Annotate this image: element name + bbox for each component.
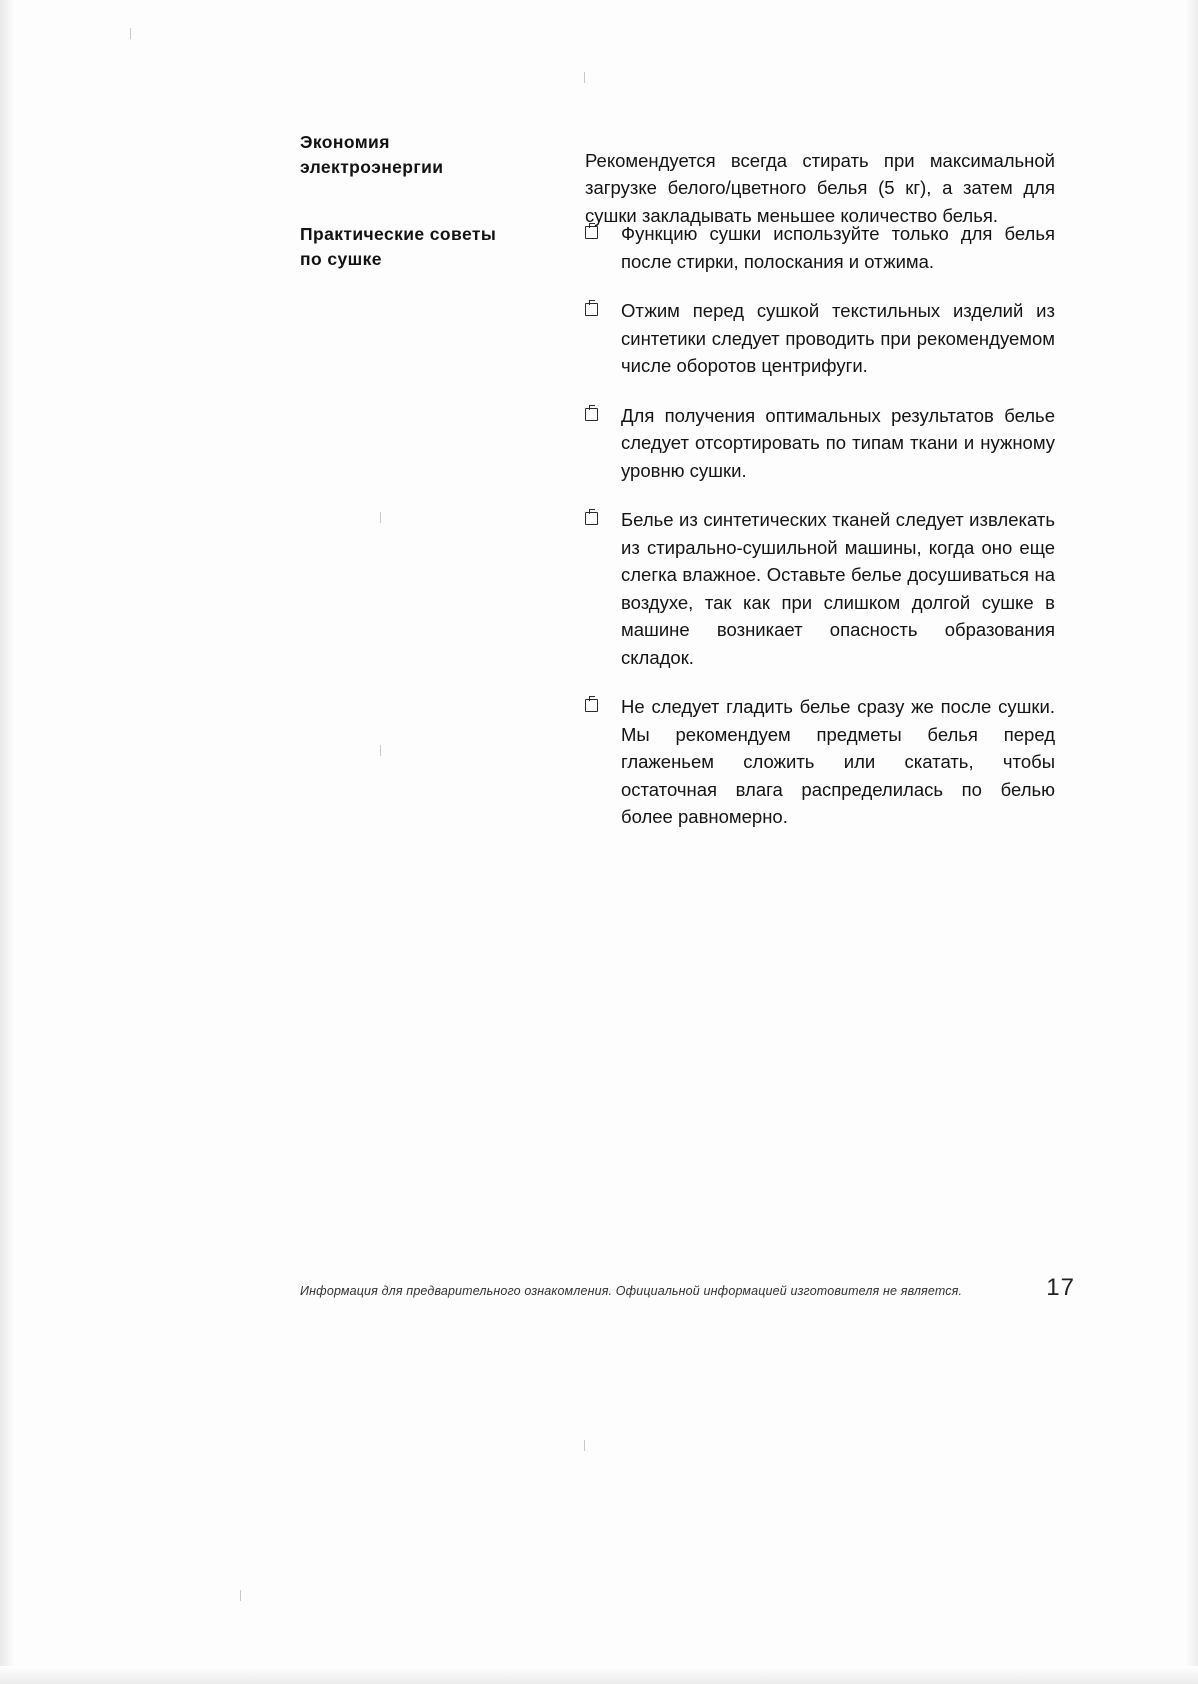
list-item-text: Белье из синтетических тканей следует извлекать из стирально-сушильной машины, когда оно еще слегка влажное. Оставьте белье досушиваться на воздухе, так как при слишком долгой сушке в машине возникает опасность образования складок. — [621, 509, 1055, 668]
list-item — [585, 402, 1055, 485]
list-item — [585, 506, 1055, 671]
list-item — [585, 220, 1055, 275]
drying-tips-list — [585, 220, 1055, 831]
section-body-drying-tips — [585, 220, 1055, 831]
heading-drying-line2: по сушке — [300, 249, 382, 269]
section-heading-energy — [300, 130, 540, 180]
heading-drying-line1: Практические советы — [300, 224, 497, 244]
page-number: 17 — [1046, 1274, 1075, 1301]
heading-energy-line1: Экономия — [300, 132, 390, 152]
checkbox-bullet-icon — [585, 408, 598, 421]
list-item-text: Функцию сушки используйте только для белья после стирки, полоскания и отжима. — [621, 223, 1055, 272]
list-item — [585, 297, 1055, 380]
list-item-text: Не следует гладить белье сразу же после сушки. Мы рекомендуем предметы белья перед глаженьем сложить или скатать, чтобы остаточная влага распределилась по белью более равномерно. — [621, 696, 1055, 827]
list-item — [585, 693, 1055, 831]
list-item-text: Отжим перед сушкой текстильных изделий из синтетики следует проводить при рекомендуемом числе оборотов центрифуги. — [621, 300, 1055, 376]
checkbox-bullet-icon — [585, 512, 598, 525]
list-item-text: Для получения оптимальных результатов белье следует отсортировать по типам ткани и нужному уровню сушки. — [621, 404, 1055, 481]
section-heading-drying-tips — [300, 222, 540, 272]
footer-disclaimer: Информация для предварительного ознакомления. Официальной информацией изготовителя не является. — [300, 1284, 963, 1298]
checkbox-bullet-icon — [585, 699, 598, 712]
paragraph-energy: Рекомендуется всегда стирать при максимальной загрузке белого/цветного белья (5 кг), а затем для сушки закладывать меньшее количество белья. — [585, 149, 1055, 226]
checkbox-bullet-icon — [585, 303, 598, 316]
heading-energy-line2: электроэнергии — [300, 157, 444, 177]
page-footer — [300, 1274, 1075, 1302]
checkbox-bullet-icon — [585, 226, 598, 239]
